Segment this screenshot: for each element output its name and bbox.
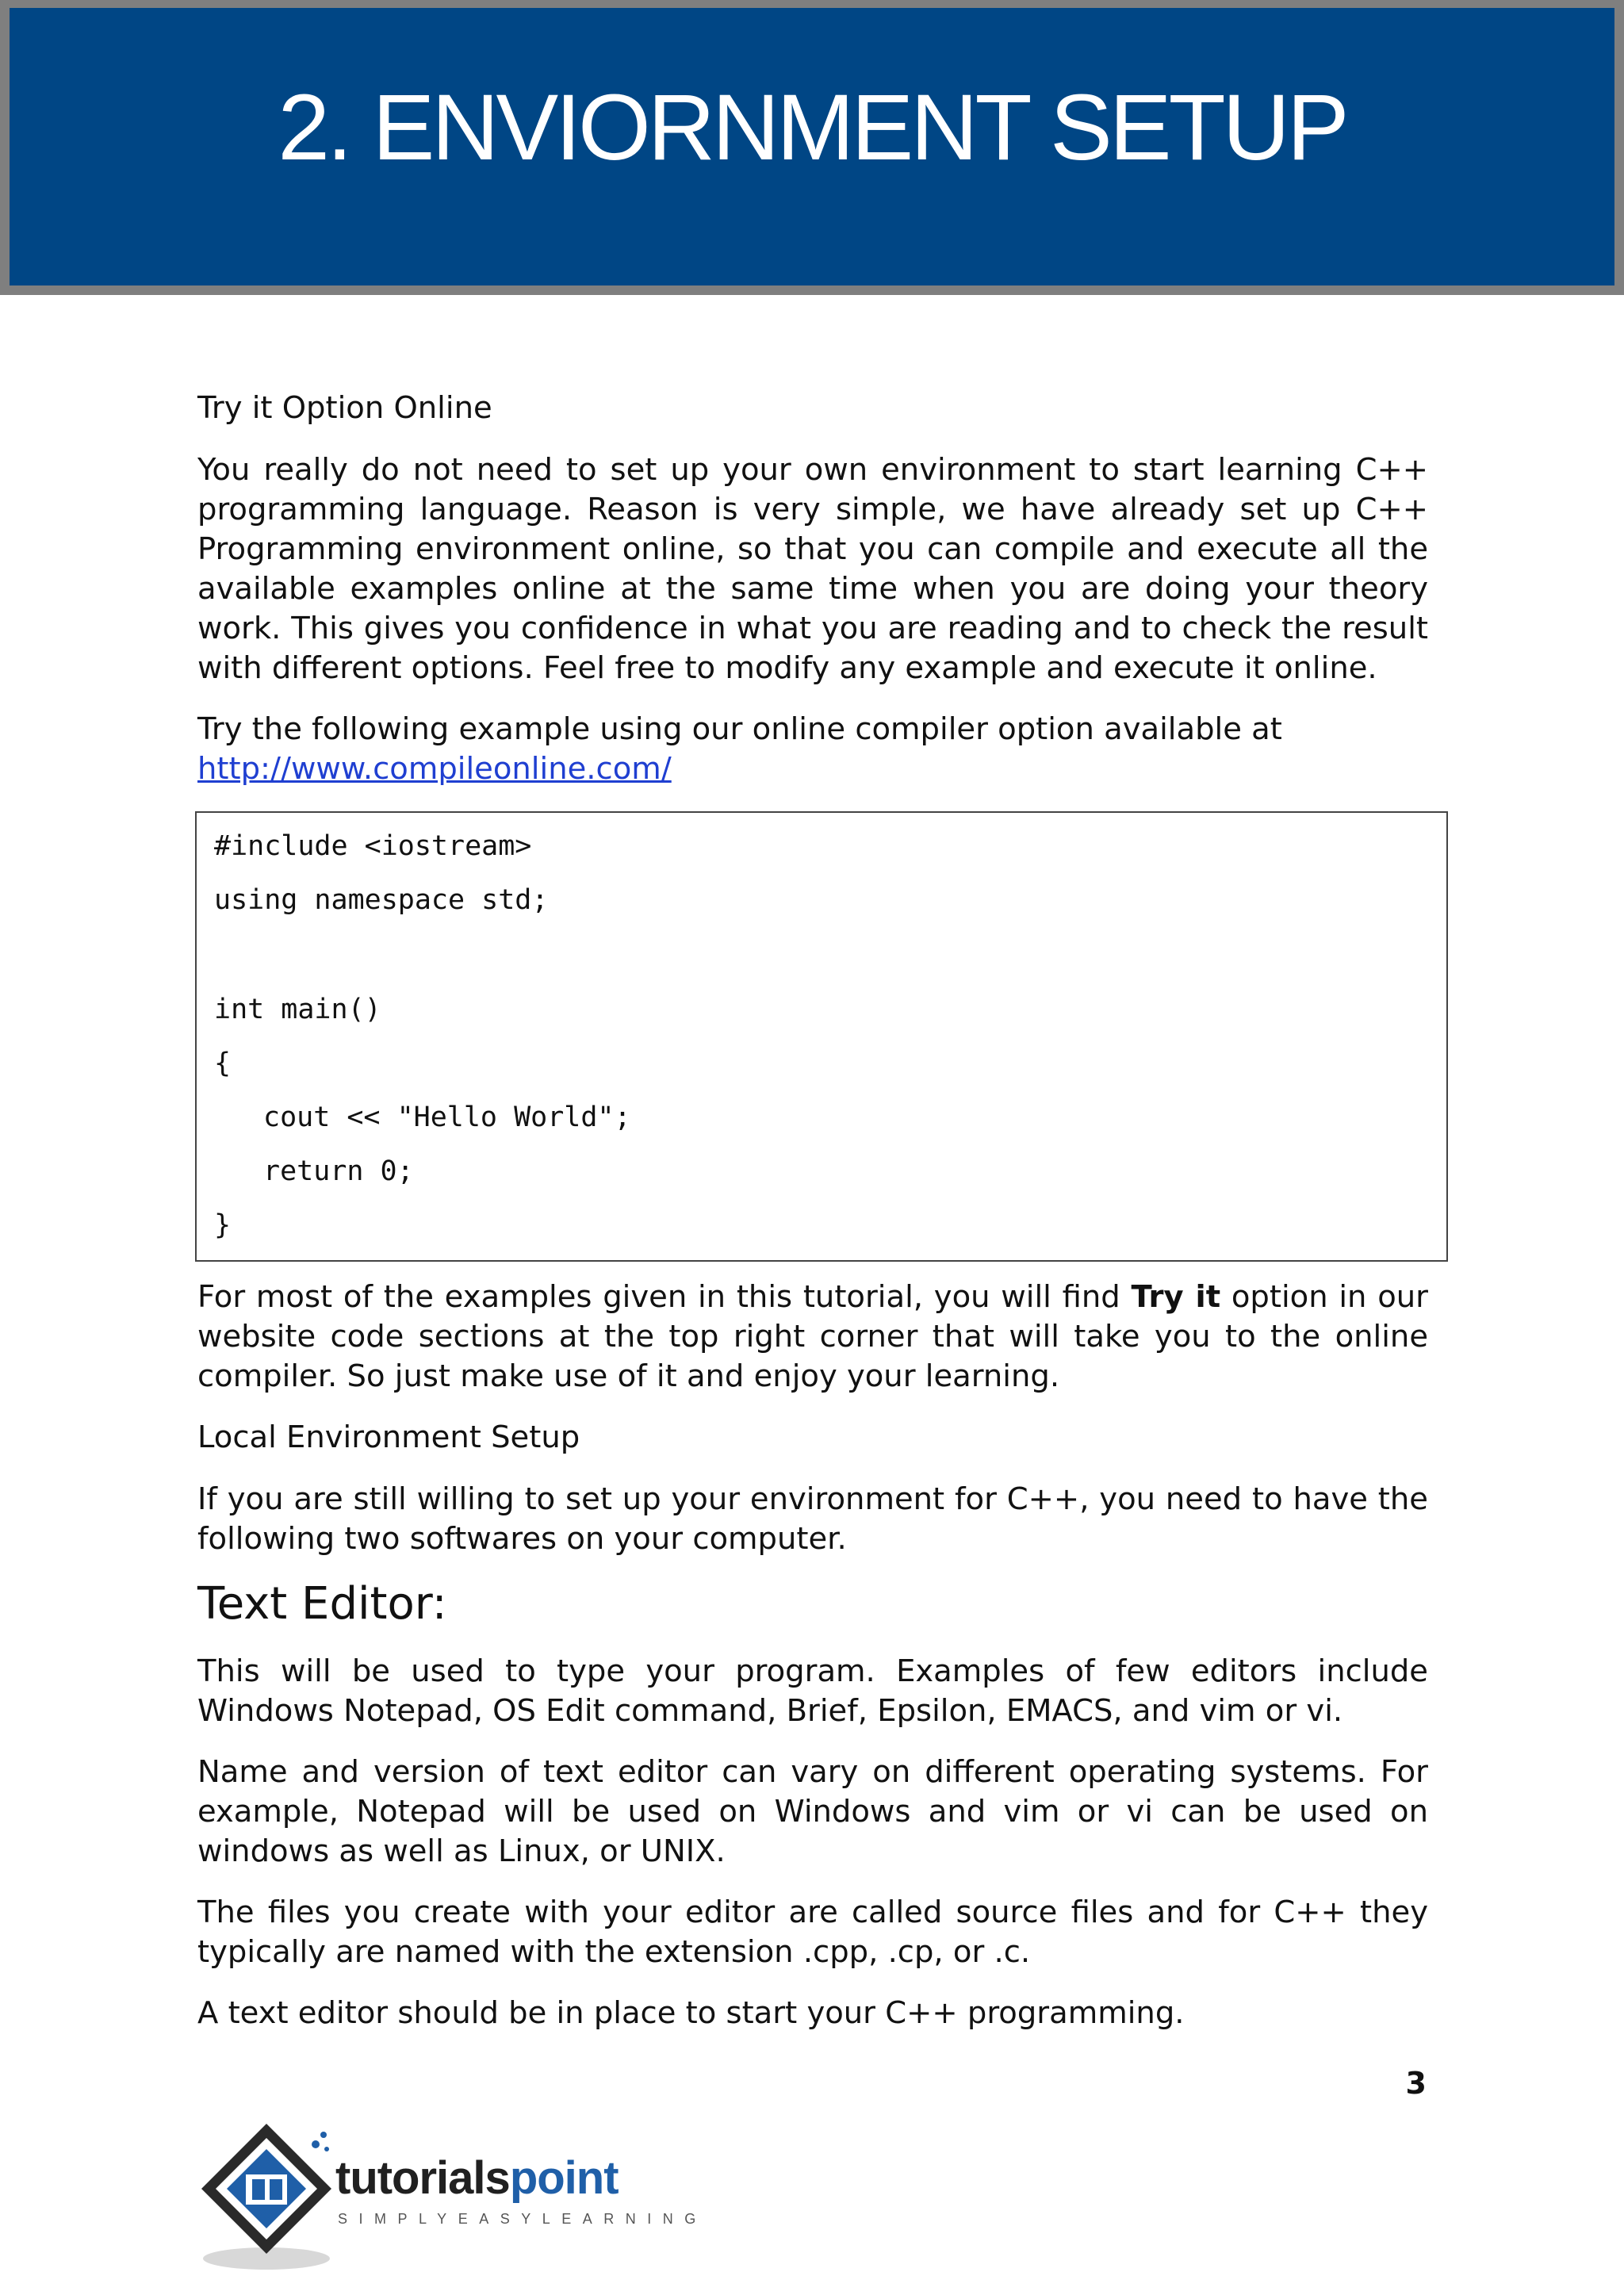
logo-word-point: point <box>509 2152 619 2204</box>
subheading-local-setup: Local Environment Setup <box>197 1420 580 1455</box>
logo-emblem-icon <box>197 2117 347 2276</box>
code-line: } <box>214 1209 232 1241</box>
try-it-text-before: For most of the examples given in this tutorial, you will find <box>197 1279 1132 1315</box>
code-line: #include <iostream> <box>214 830 532 862</box>
paragraph-local-setup: If you are still willing to set up your environment for C++, you need to have the following two softwares on your computer. <box>197 1481 1428 1557</box>
logo-wordmark <box>335 2152 619 2204</box>
subheading-try-it-online: Try it Option Online <box>197 390 492 426</box>
page-content <box>197 389 1428 2055</box>
paragraph-try-example <box>197 710 1428 789</box>
code-example-box <box>195 811 1448 1262</box>
code-line: int main() <box>214 994 381 1025</box>
compileonline-link[interactable]: http://www.compileonline.com/ <box>197 751 672 787</box>
page-number: 3 <box>1405 2066 1427 2101</box>
code-line: cout << "Hello World"; <box>263 1102 631 1133</box>
tutorialspoint-logo <box>197 2117 707 2276</box>
paragraph-text-editor-4: A text editor should be in place to start your C++ programming. <box>197 1995 1185 2031</box>
paragraph-text-editor-2: Name and version of text editor can vary on different operating systems. For example, Notepad will be used on Windows and vim or vi can be used on windows as well as Linux, or UNIX. <box>197 1754 1428 1869</box>
paragraph-text-editor-3: The files you create with your editor are called source files and for C++ they typically are named with the extension .cpp, .cp, or .c. <box>197 1895 1428 1970</box>
try-example-text: Try the following example using our online compiler option available at <box>197 711 1282 747</box>
logo-tagline: SIMPLYEASYLEARNING <box>338 2211 707 2227</box>
code-line <box>214 935 1446 990</box>
paragraph-intro: You really do not need to set up your own environment to start learning C++ programming language. Reason is very simple, we have already set up C++ Programming environment online, so that you can compile and execute all the available examples online at the same time when you are doing your theory work. This gives you confidence in what you are reading and to check the result with different options. Feel free to modify any example and execute it online. <box>197 452 1428 686</box>
code-line: using namespace std; <box>214 884 549 916</box>
section-heading-text-editor: Text Editor: <box>197 1578 447 1630</box>
chapter-title: 2. ENVIORNMENT SETUP <box>278 75 1346 180</box>
logo-word-tutorials: tutorials <box>335 2152 510 2204</box>
paragraph-try-it-option <box>197 1278 1428 1397</box>
try-it-bold: Try it <box>1131 1279 1221 1315</box>
code-line: return 0; <box>263 1155 414 1187</box>
paragraph-text-editor-1: This will be used to type your program. Examples of few editors include Windows Notepad, OS Edit command, Brief, Epsilon, EMACS, and vim or vi. <box>197 1653 1428 1729</box>
chapter-banner <box>0 0 1624 295</box>
try-it-text-after: option in our website code sections at the top right corner that will take you to the online compiler. So just make use of it and enjoy your learning. <box>197 1279 1428 1394</box>
code-line: { <box>214 1048 232 1079</box>
